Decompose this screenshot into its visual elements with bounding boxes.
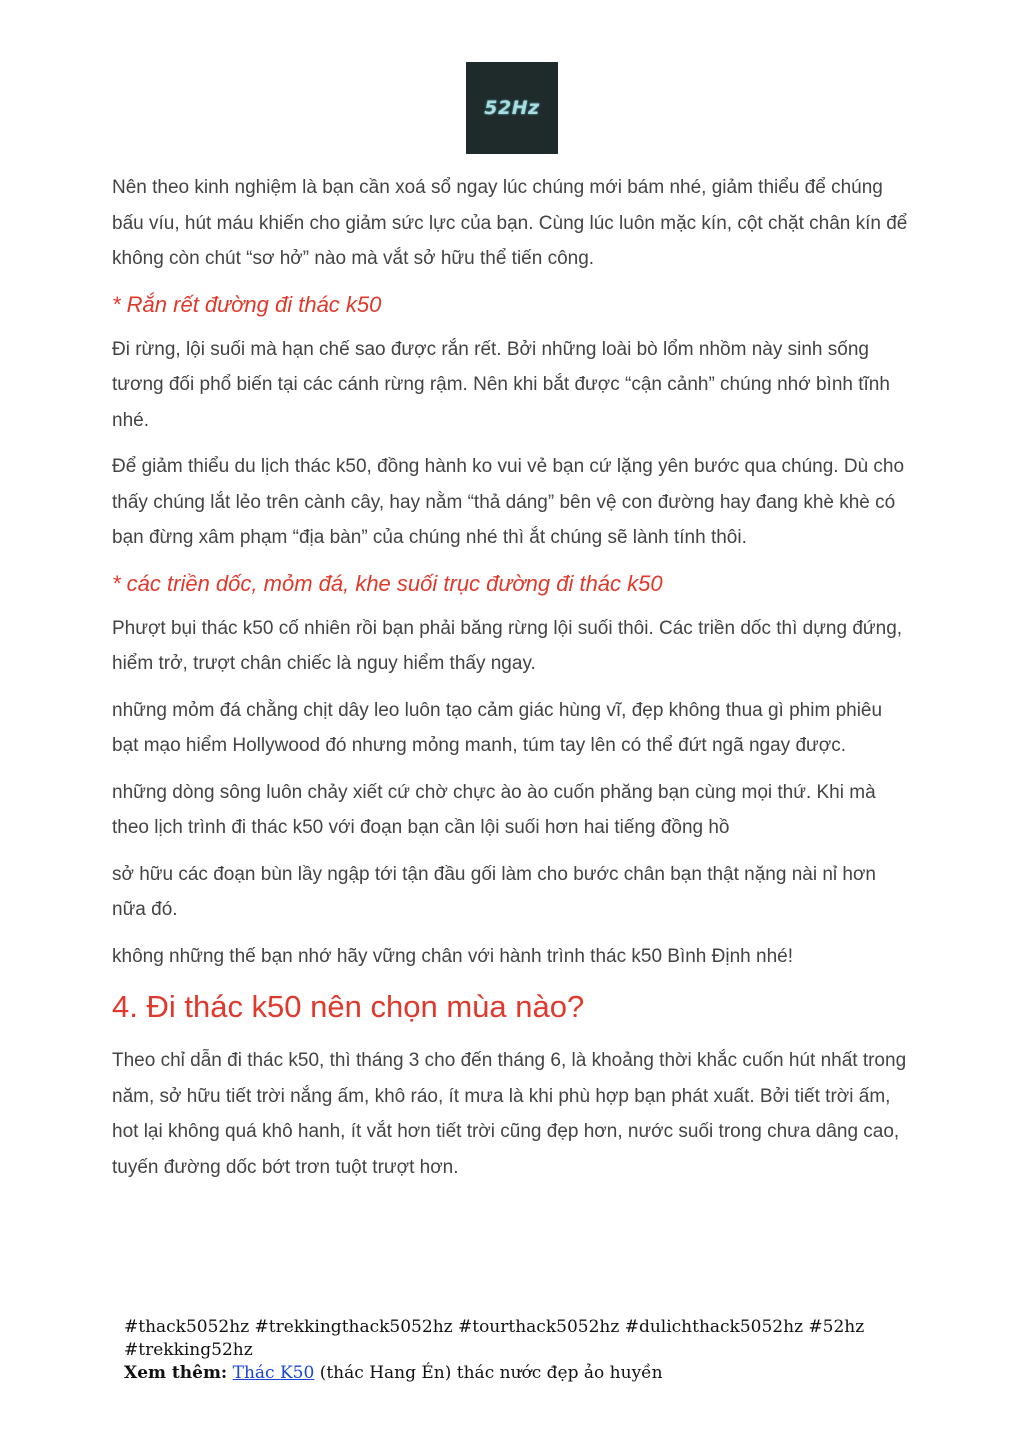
paragraph-snakes-intro: Đi rừng, lội suối mà hạn chế sao được rắn rết. Bởi những loài bò lổm nhồm này sinh sống tương đối phổ biến tại các cánh rừng rậm. Nên khi bắt được “cận cảnh” chúng nhớ bình tĩnh nhé.: [112, 338, 890, 431]
page-footer: [124, 1316, 884, 1385]
heading-best-season: 4. Đi thác k50 nên chọn mùa nào?: [112, 989, 585, 1024]
see-more-link[interactable]: Thác K50: [232, 1363, 315, 1383]
heading-slopes-rocks-streams: * các triền dốc, mỏm đá, khe suối trục đường đi thác k50: [112, 570, 663, 596]
paragraph-slopes: Phượt bụi thác k50 cố nhiên rồi bạn phải băng rừng lội suối thôi. Các triền dốc thì dựng đứng, hiểm trở, trượt chân chiếc là nguy hiểm thấy ngay.: [112, 617, 903, 674]
hashtags-line-2: #trekking52hz: [124, 1340, 253, 1360]
heading-snakes: * Rắn rết đường đi thác k50: [112, 291, 382, 317]
brand-logo-text: 52Hz: [484, 97, 540, 119]
hashtags-line-1: #thack5052hz #trekkingthack5052hz #tourthack5052hz #dulichthack5052hz #52hz: [124, 1317, 865, 1337]
paragraph-snakes-advice: Để giảm thiểu du lịch thác k50, đồng hành ko vui vẻ bạn cứ lặng yên bước qua chúng. Dù cho thấy chúng lắt lẻo trên cành cây, hay nằm “thả dáng” bên vệ con đường hay đang khè khè có bạn đừng xâm phạm “địa bàn” của chúng nhé thì ắt chúng sẽ lành tính thôi.: [112, 456, 905, 548]
brand-logo: [466, 62, 558, 154]
paragraph-streams: những dòng sông luôn chảy xiết cứ chờ chực ào ào cuốn phăng bạn cùng mọi thứ. Khi mà theo lịch trình đi thác k50 với đoạn bạn cần lội suối hơn hai tiếng đồng hồ: [112, 781, 876, 838]
paragraph-best-season: Theo chỉ dẫn đi thác k50, thì tháng 3 cho đến tháng 6, là khoảng thời khắc cuốn hút nhất trong năm, sở hữu tiết trời nắng ấm, khô ráo, ít mưa là khi phù hợp bạn phát xuất. Bởi tiết trời ấm, hot lại không quá khô hanh, ít vắt hơn tiết trời cũng đẹp hơn, nước suối trong chưa dâng cao, tuyến đường dốc bớt trơn tuột trượt hơn.: [112, 1050, 907, 1178]
paragraph-leech-advice: Nên theo kinh nghiệm là bạn cần xoá sổ ngay lúc chúng mới bám nhé, giảm thiểu để chúng bấu víu, hút máu khiến cho giảm sức lực của bạn. Cùng lúc luôn mặc kín, cột chặt chân kín để không còn chút “sơ hở” nào mà vắt sở hữu thể tiến công.: [112, 177, 908, 269]
see-more-suffix: (thác Hang Én) thác nước đẹp ảo huyền: [314, 1363, 663, 1383]
paragraph-mud: sở hữu các đoạn bùn lầy ngập tới tận đầu gối làm cho bước chân bạn thật nặng nài nỉ hơn nữa đó.: [112, 863, 876, 920]
paragraph-closing-tip: không những thế bạn nhớ hãy vững chân với hành trình thác k50 Bình Định nhé!: [112, 945, 793, 967]
paragraph-rocks: những mỏm đá chằng chịt dây leo luôn tạo cảm giác hùng vĩ, đẹp không thua gì phim phiêu bạt mạo hiểm Hollywood đó nhưng mỏng manh, túm tay lên có thể đứt ngã ngay được.: [112, 699, 883, 756]
see-more-label: Xem thêm:: [124, 1363, 228, 1383]
see-more-line: [124, 1362, 884, 1385]
article-body: [112, 170, 912, 1196]
